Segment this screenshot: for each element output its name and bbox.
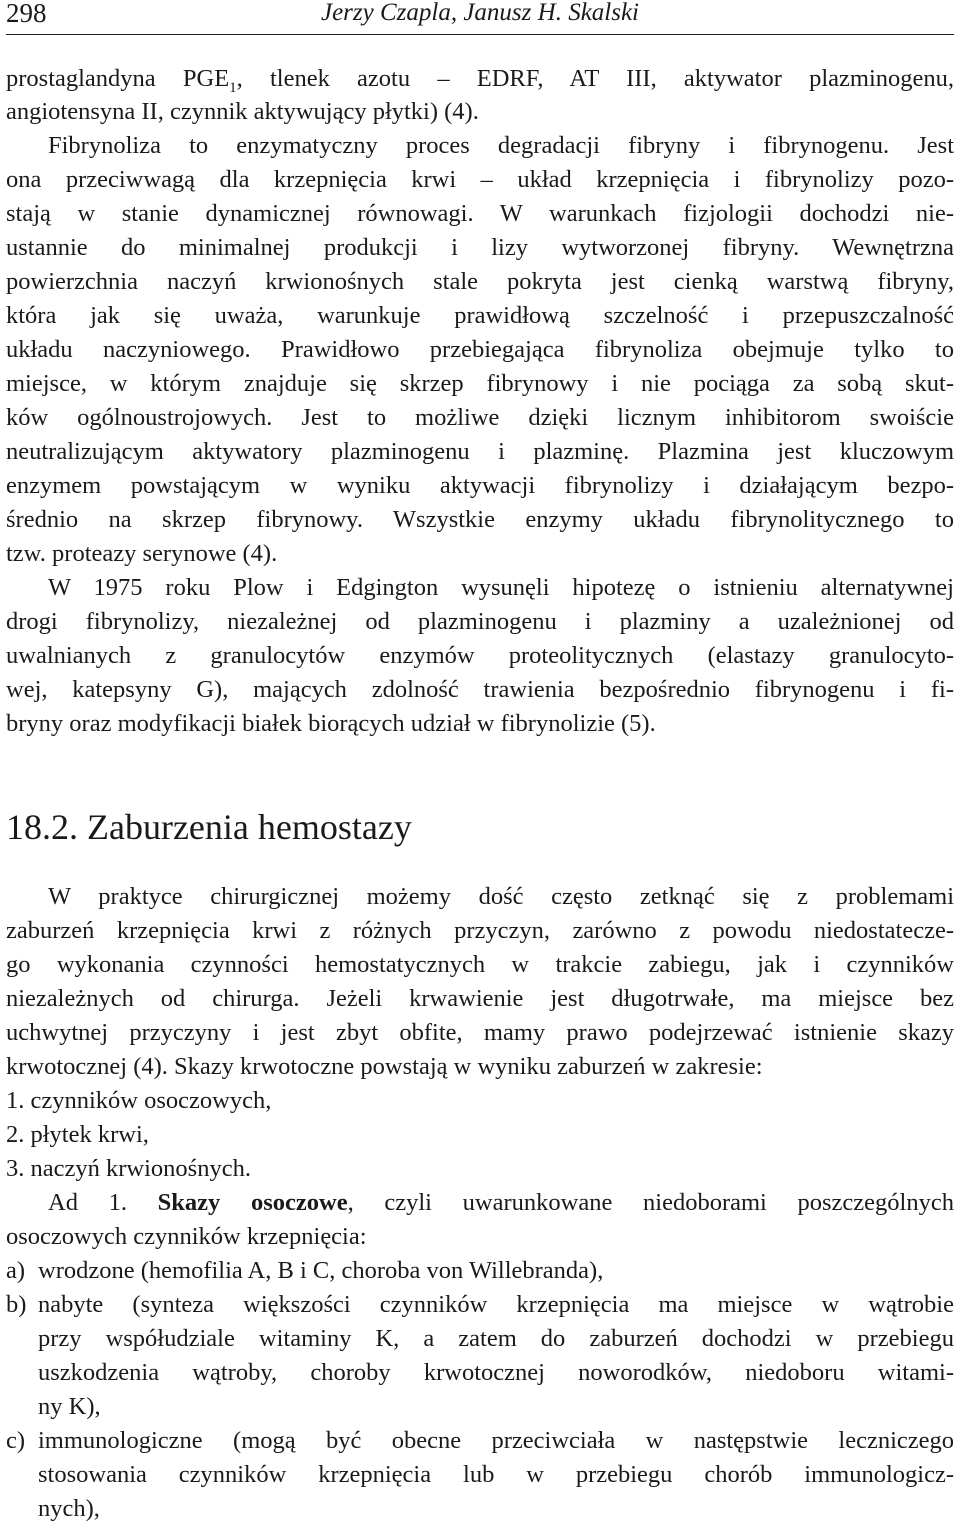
text-line: enzymem powstającym w wyniku aktywacji fibrynolizy i działającym bezpo- bbox=[6, 472, 954, 499]
text-line: W 1975 roku Plow i Edgington wysunęli hipotezę o istnieniu alternatywnej bbox=[48, 574, 954, 601]
text-line: układu naczyniowego. Prawidłowo przebiegająca fibrynoliza obejmuje tylko to bbox=[6, 336, 954, 363]
text-line: neutralizującym aktywatory plazminogenu i plazminę. Plazmina jest kluczowym bbox=[6, 438, 954, 465]
text-line: zaburzeń krzepnięcia krwi z różnych przyczyn, zarówno z powodu niedostatecze- bbox=[6, 917, 954, 944]
list-item-text: uszkodzenia wątroby, choroby krwotocznej noworodków, niedoboru witami- bbox=[38, 1359, 954, 1386]
text-line: krwotocznej (4). Skazy krwotoczne powstają w wyniku zaburzeń w zakresie: bbox=[6, 1053, 763, 1080]
text-line: uchwytnej przyczyny i jest zbyt obfite, mamy prawo podejrzewać istnienie skazy bbox=[6, 1019, 954, 1046]
text-line: wej, katepsyny G), mających zdolność trawienia bezpośrednio fibrynogenu i fi- bbox=[6, 676, 954, 703]
list-item-text: wrodzone (hemofilia A, B i C, choroba von Willebranda), bbox=[38, 1257, 604, 1284]
text-line: niezależnych od chirurga. Jeżeli krwawienie jest długotrwałe, ma miejsce bez bbox=[6, 985, 954, 1012]
text-line: tzw. proteazy serynowe (4). bbox=[6, 540, 278, 567]
text-line: ków ogólnoustrojowych. Jest to możliwe dzięki licznym inhibitorom swoiście bbox=[6, 404, 954, 431]
list-label: c) bbox=[6, 1427, 26, 1454]
text-line: która jak się uważa, warunkuje prawidłową szczelność i przepuszczalność bbox=[6, 302, 954, 329]
bold-term: Skazy osoczowe bbox=[157, 1189, 348, 1216]
page-header bbox=[6, 0, 954, 35]
text-line: ustannie do minimalnej produkcji i lizy wytworzonej fibryny. Wewnętrzna bbox=[6, 234, 954, 261]
text-line: angiotensyna II, czynnik aktywujący płytki) (4). bbox=[6, 98, 479, 125]
list-item: 2. płytek krwi, bbox=[6, 1121, 149, 1148]
text-line: stają w stanie dynamicznej równowagi. W warunkach fizjologii dochodzi nie- bbox=[6, 200, 954, 227]
running-head: Jerzy Czapla, Janusz H. Skalski bbox=[320, 0, 640, 26]
page-number: 298 bbox=[6, 0, 47, 28]
text-line: Fibrynoliza to enzymatyczny proces degradacji fibryny i fibrynogenu. Jest bbox=[48, 132, 954, 159]
list-item: 3. naczyń krwionośnych. bbox=[6, 1155, 251, 1182]
text-line: Ad 1. Skazy osoczowe, czyli uwarunkowane niedoborami poszczególnych bbox=[48, 1189, 954, 1216]
text-line: drogi fibrynolizy, niezależnej od plazminogenu i plazminy a uzależnionej od bbox=[6, 608, 954, 635]
text-line: uwalnianych z granulocytów enzymów proteolitycznych (elastazy granulocyto- bbox=[6, 642, 954, 669]
list-item-text: nych), bbox=[38, 1495, 100, 1522]
list-item-text: przy współudziale witaminy K, a zatem do zaburzeń dochodzi w przebiegu bbox=[38, 1325, 954, 1352]
list-item: 1. czynników osoczowych, bbox=[6, 1087, 272, 1114]
list-item-text: immunologiczne (mogą być obecne przeciwciała w następstwie leczniczego bbox=[38, 1427, 954, 1454]
section-heading: 18.2. Zaburzenia hemostazy bbox=[6, 807, 412, 847]
list-item-text: stosowania czynników krzepnięcia lub w przebiegu chorób immunologicz- bbox=[38, 1461, 954, 1488]
text-line: prostaglandyna $PGE_1$, tlenek azotu – EDRF, AT III, aktywator plazminogenu, bbox=[6, 65, 954, 96]
list-item-text: ny K), bbox=[38, 1393, 101, 1420]
text-line: bryny oraz modyfikacji białek biorących udział w fibrynolizie (5). bbox=[6, 710, 656, 737]
subscript: 1 bbox=[229, 79, 237, 96]
text-line: W praktyce chirurgicznej możemy dość często zetknąć się z problemami bbox=[48, 883, 954, 910]
list-label: a) bbox=[6, 1257, 26, 1284]
text-line: osoczowych czynników krzepnięcia: bbox=[6, 1223, 367, 1250]
text-line: go wykonania czynności hemostatycznych w trakcie zabiegu, jak i czynników bbox=[6, 951, 954, 978]
text-line: powierzchnia naczyń krwionośnych stale pokryta jest cienką warstwą fibryny, bbox=[6, 268, 954, 295]
text-line: ona przeciwwagą dla krzepnięcia krwi – układ krzepnięcia i fibrynolizy pozo- bbox=[6, 166, 954, 193]
text-line: miejsce, w którym znajduje się skrzep fibrynowy i nie pociąga za sobą skut- bbox=[6, 370, 954, 397]
list-label: b) bbox=[6, 1291, 27, 1318]
list-item-text: nabyte (synteza większości czynników krzepnięcia ma miejsce w wątrobie bbox=[38, 1291, 954, 1318]
text-line: średnio na skrzep fibrynowy. Wszystkie enzymy układu fibrynolitycznego to bbox=[6, 506, 954, 533]
